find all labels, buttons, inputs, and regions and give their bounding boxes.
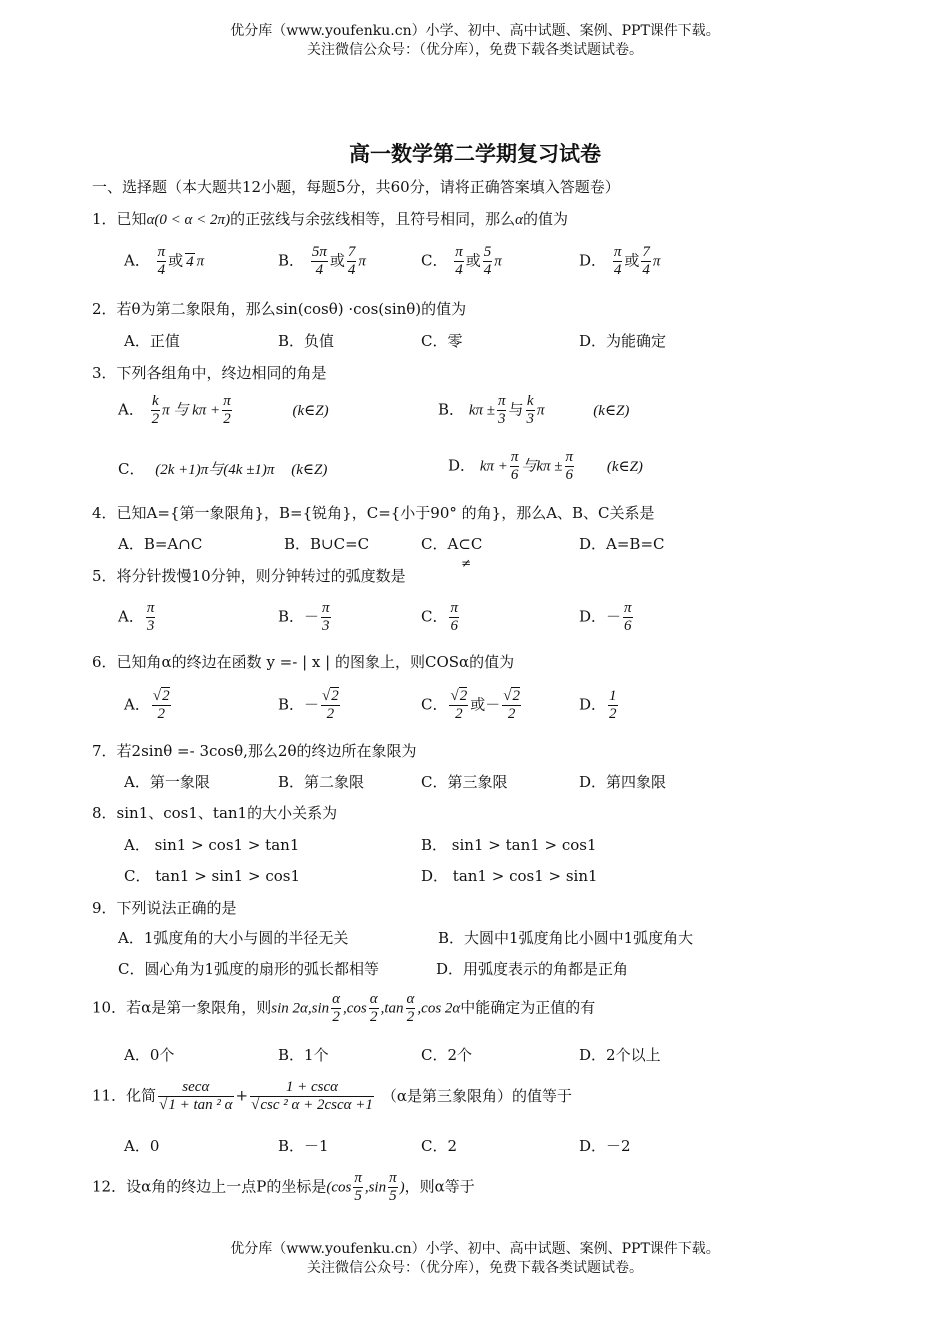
q3-a-domain: (k∈Z) <box>292 402 329 419</box>
q3-b-frac1: $\frac{\pi}{3}$ <box>497 393 506 427</box>
q3-option-b <box>438 393 629 428</box>
q12-pre: 设α角的终边上一点P的坐标是 <box>126 1177 327 1196</box>
q7-option-c: C．第三象限 <box>421 773 508 791</box>
q7-text: 若2sinθ =- 3cosθ,那么2θ的终边所在象限为 <box>116 742 417 760</box>
q1-a-or: 或 <box>168 251 184 270</box>
q1-option-c <box>421 244 502 279</box>
q6-number: 6． <box>92 653 117 671</box>
question-3 <box>92 362 327 384</box>
q2-option-c: C．零 <box>421 332 463 350</box>
q3-b-mid: 与 <box>508 400 524 419</box>
q7-option-b: B．第二象限 <box>278 773 365 791</box>
q1-c-label: C． <box>421 251 448 270</box>
question-10: 10．若α是第一象限角，则sin 2α,sin $\frac{\alpha}{2}$ ,cos $\frac{\alpha}{2}$ ,tan $\frac{\alpha}{2}$ ,cos 2α中能确定为正值的有 <box>92 991 596 1025</box>
q1-option-b <box>278 244 366 279</box>
q1-d-pi: π <box>652 253 661 270</box>
q7-option-d: D．第四象限 <box>579 773 667 791</box>
q3-d-frac2: $\frac{\pi}{6}$ <box>565 449 574 483</box>
q1-pre: 已知 <box>116 210 147 228</box>
question-6 <box>92 651 514 673</box>
q3-b-pi: π <box>537 402 545 419</box>
q3-a-frac2: $\frac{\pi}{2}$ <box>223 393 231 427</box>
q5-number: 5． <box>92 567 117 585</box>
q1-tail: 的值为 <box>522 210 568 228</box>
q1-b-frac1: $\frac{5\pi}{4}$ <box>311 244 327 278</box>
q3-c-text: (2k +1)π与(4k ±1)π <box>155 462 275 478</box>
q6-option-a: A． $\frac{√2}{2}$ <box>124 688 170 722</box>
q1-post: 的正弦线与余弦线相等，且符号相同，那么 <box>230 210 516 228</box>
q1-alpha: α <box>515 212 523 228</box>
q3-option-d <box>448 449 643 484</box>
q9-option-d: D．用弧度表示的角都是正角 <box>436 960 629 978</box>
header-line-2: 关注微信公众号：（优分库），免费下载各类试题试卷。 <box>307 42 643 58</box>
q3-d-domain: (k∈Z) <box>606 458 643 475</box>
q3-b-pre: kπ ± <box>468 402 495 419</box>
header-line-1: 优分库（www.youfenku.cn）小学、初中、高中试题、案例、PPT课件下载。 <box>230 23 720 39</box>
q11-option-d: D．－2 <box>579 1137 631 1155</box>
q1-a-frac2: 4 <box>186 253 194 270</box>
q12-post: ，则α等于 <box>404 1177 475 1196</box>
q1-option-a <box>124 244 204 279</box>
q8-option-d: D． tan1 > cos1 > sin1 <box>421 867 598 885</box>
q11-option-c: C．2 <box>421 1137 458 1155</box>
q5-option-c: C． $\frac{\pi}{6}$ <box>421 600 458 634</box>
q1-a-label: A． <box>124 251 150 270</box>
question-5 <box>92 565 406 587</box>
page-title: 高一数学第二学期复习试卷 <box>349 142 601 166</box>
q1-b-frac2: $\frac{7}{4}$ <box>347 244 356 278</box>
q8-option-b: B． sin1 > tan1 > cos1 <box>421 836 597 854</box>
q4-option-c: C．A⊂C <box>421 535 483 553</box>
q2-option-b: B．负值 <box>278 332 335 350</box>
q11-frac2: $\frac{1 + \csc\alpha}{\text{√csc ² α + 2cscα +1}}$ <box>251 1079 373 1113</box>
q3-d-frac1: $\frac{\pi}{6}$ <box>510 449 519 483</box>
question-12: 12．设α角的终边上一点P的坐标是(cos $\frac{\pi}{5}$ ,sin $\frac{\pi}{5}$ )，则α等于 <box>92 1170 475 1204</box>
q10-sin: sin 2α,sin <box>271 1000 330 1017</box>
q1-number: 1． <box>92 210 117 228</box>
q4-text: 已知A={第一象限角}，B={锐角}，C={小于90° 的角}，那么A、B、C关系是 <box>116 504 655 522</box>
q5-option-b: B．－ $\frac{\pi}{3}$ <box>278 600 330 634</box>
q10-option-a: A．0个 <box>124 1046 175 1064</box>
q1-d-frac2: $\frac{7}{4}$ <box>642 244 650 278</box>
q4-c-not-equal: ≠ <box>461 556 472 570</box>
q3-text: 下列各组角中，终边相同的角是 <box>116 364 327 382</box>
q1-c-frac1: $\frac{\pi}{4}$ <box>455 244 463 278</box>
question-2 <box>92 298 466 320</box>
q3-a-mid: π 与 kπ + <box>162 402 221 419</box>
q12-open: (cos <box>326 1179 352 1196</box>
q3-d-label: D． <box>448 456 476 475</box>
q6-option-c: C． $\frac{√2}{2}$ 或－ $\frac{√2}{2}$ <box>421 688 520 722</box>
q7-option-a: A．第一象限 <box>124 773 210 791</box>
q4-number: 4． <box>92 504 117 522</box>
q10-option-b: B．1个 <box>278 1046 329 1064</box>
q3-option-c <box>118 458 327 481</box>
q1-b-or: 或 <box>329 251 345 270</box>
q1-b-pi: π <box>358 253 366 270</box>
q1-d-frac1: $\frac{\pi}{4}$ <box>613 244 622 278</box>
q4-option-a: A．B=A∩C <box>118 535 203 553</box>
q2-text: 若θ为第二象限角，那么sin(cosθ) ·cos(sinθ)的值为 <box>116 300 467 318</box>
q3-d-pre: kπ + <box>479 458 508 475</box>
q10-pre: 若α是第一象限角，则 <box>126 998 272 1017</box>
q12-close: ) <box>399 1179 405 1196</box>
q12-number: 12． <box>92 1177 127 1196</box>
q8-text: sin1、cos1、tan1的大小关系为 <box>116 804 338 822</box>
q1-d-label: D． <box>579 251 607 270</box>
q5-option-a: A． $\frac{\pi}{3}$ <box>118 600 155 634</box>
question-11 <box>92 1079 572 1114</box>
q11-frac1: $\frac{\sec\alpha}{\text{√1 + tan ² α}}$ <box>159 1079 233 1113</box>
q11-option-a: A．0 <box>124 1137 160 1155</box>
question-8 <box>92 802 337 824</box>
q3-option-a <box>118 393 329 428</box>
q4-option-b: B．B∪C=C <box>284 535 370 553</box>
q11-number: 11． <box>92 1086 127 1105</box>
q9-option-a: A．1弧度角的大小与圆的半径无关 <box>118 929 349 947</box>
q9-option-b: B．大圆中1弧度角比小圆中1弧度角大 <box>438 929 694 947</box>
q1-option-d <box>579 244 660 279</box>
q10-post: 中能确定为正值的有 <box>460 998 596 1017</box>
q3-d-mid: 与kπ ± <box>521 458 563 475</box>
q3-b-label: B． <box>438 400 465 419</box>
q7-number: 7． <box>92 742 117 760</box>
q10-option-c: C．2个 <box>421 1046 473 1064</box>
q1-b-label: B． <box>278 251 305 270</box>
q11-post: （α是第三象限角）的值等于 <box>381 1086 573 1105</box>
q3-a-frac1: $\frac{k}{2}$ <box>151 393 160 427</box>
q3-c-label: C． <box>118 460 145 478</box>
footer-line-2: 关注微信公众号：（优分库），免费下载各类试题试卷。 <box>307 1260 643 1276</box>
q3-b-domain: (k∈Z) <box>593 402 630 419</box>
q10-number: 10． <box>92 998 127 1017</box>
q10-cos2: ,cos 2α <box>417 1000 461 1017</box>
q2-option-d: D．为能确定 <box>579 332 667 350</box>
q3-a-label: A． <box>118 400 144 419</box>
q1-condition: α(0 < α < 2π) <box>146 212 231 228</box>
q1-c-or: 或 <box>465 251 481 270</box>
question-9 <box>92 897 237 919</box>
q6-option-b: B．－ $\frac{√2}{2}$ <box>278 688 339 722</box>
section-heading: 一、选择题（本大题共12小题，每题5分，共60分，请将正确答案填入答题卷） <box>92 178 620 196</box>
q5-text: 将分针拨慢10分钟，则分钟转过的弧度数是 <box>116 567 406 585</box>
q9-number: 9． <box>92 899 117 917</box>
q11-plus: + <box>235 1086 249 1105</box>
q8-option-c: C． tan1 > sin1 > cos1 <box>124 867 301 885</box>
q1-a-pi: π <box>196 253 205 270</box>
footer-line-1: 优分库（www.youfenku.cn）小学、初中、高中试题、案例、PPT课件下载。 <box>230 1241 720 1257</box>
q9-option-c: C．圆心角为1弧度的扇形的弧长都相等 <box>118 960 380 978</box>
q11-pre: 化简 <box>126 1086 157 1105</box>
q6-text: 已知角α的终边在函数 y =- | x | 的图象上，则COSα的值为 <box>116 653 515 671</box>
q1-a-frac1: $\frac{\pi}{4}$ <box>157 244 166 278</box>
q10-cos: ,cos <box>343 1000 367 1017</box>
q2-option-a: A．正值 <box>124 332 180 350</box>
q3-c-domain: (k∈Z) <box>291 462 328 478</box>
q8-option-a: A． sin1 > cos1 > tan1 <box>124 836 300 854</box>
question-1 <box>92 208 568 231</box>
q4-option-d: D．A=B=C <box>579 535 665 553</box>
q12-mid: ,sin <box>364 1179 387 1196</box>
q1-d-or: 或 <box>624 251 640 270</box>
q10-option-d: D．2个以上 <box>579 1046 661 1064</box>
q3-number: 3． <box>92 364 117 382</box>
q2-number: 2． <box>92 300 117 318</box>
q9-text: 下列说法正确的是 <box>116 899 237 917</box>
q3-b-frac2: $\frac{k}{3}$ <box>526 393 534 427</box>
q10-tan: ,tan <box>380 1000 404 1017</box>
question-7 <box>92 740 417 762</box>
question-4 <box>92 502 655 524</box>
q8-number: 8． <box>92 804 117 822</box>
q6-option-d: D． $\frac{1}{2}$ <box>579 688 617 722</box>
q5-option-d: D．－ $\frac{\pi}{6}$ <box>579 600 632 634</box>
q11-option-b: B．－1 <box>278 1137 329 1155</box>
q1-c-pi: π <box>494 253 502 270</box>
q1-c-frac2: $\frac{5}{4}$ <box>483 244 492 278</box>
